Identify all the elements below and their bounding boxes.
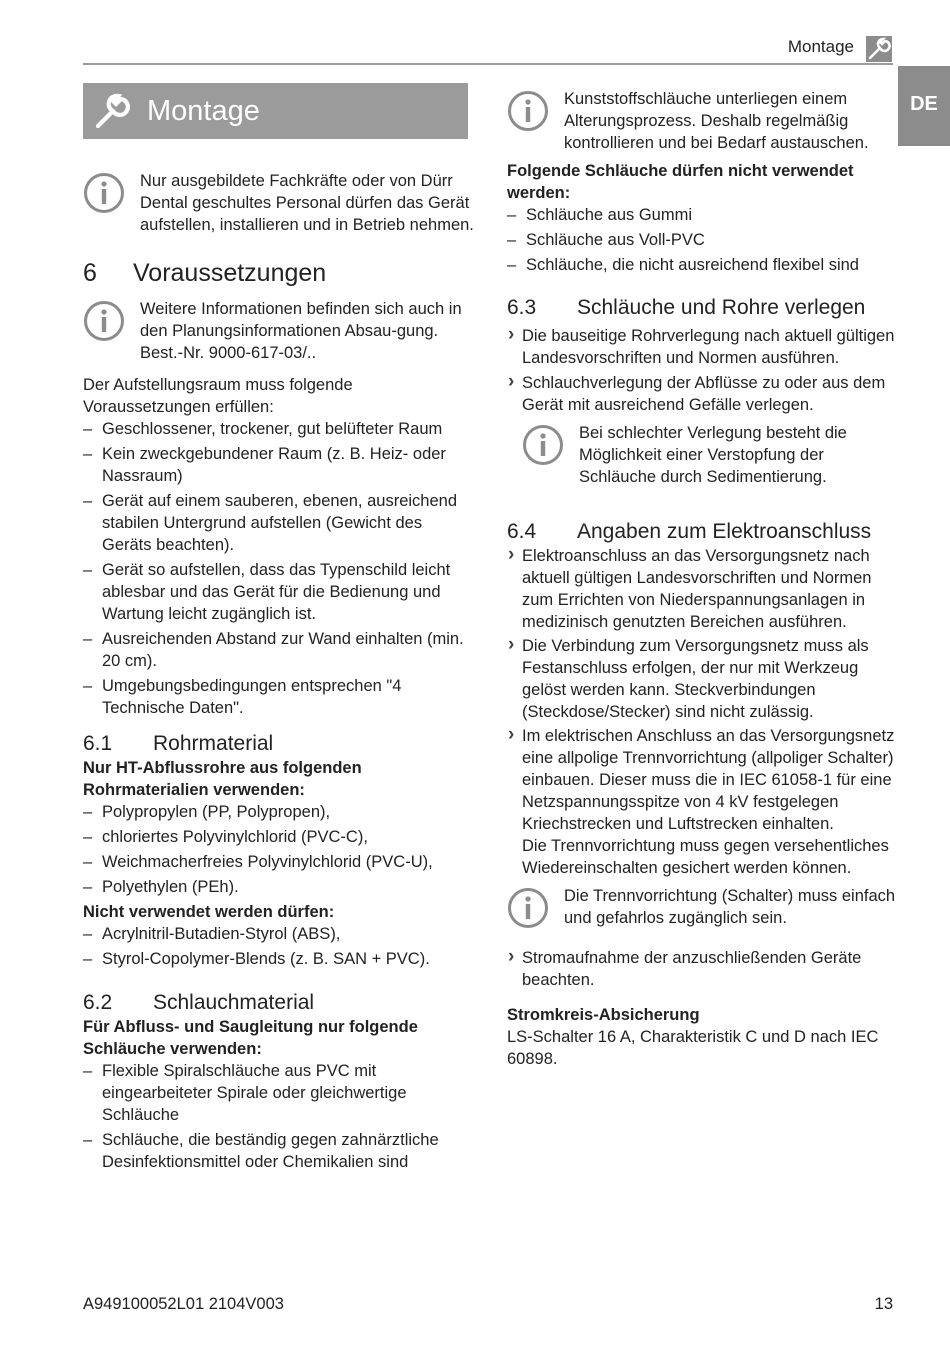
info-icon bbox=[522, 424, 564, 466]
info-note bbox=[83, 170, 475, 236]
list-item: – Polypropylen (PP, Polypropen), bbox=[83, 801, 475, 823]
list-item: – Schläuche aus Voll-PVC bbox=[507, 229, 899, 251]
forbidden-materials-list bbox=[83, 923, 475, 970]
list-item: – Polyethylen (PEh). bbox=[83, 876, 475, 898]
header-rule bbox=[83, 63, 893, 65]
lead-text: Folgende Schläuche dürfen nicht verwendet werden: bbox=[507, 162, 854, 202]
chapter-banner bbox=[83, 83, 468, 139]
subsection-number: 6.4 bbox=[507, 520, 537, 543]
list-item: – Ausreichenden Abstand zur Wand einhalten (min. 20 cm). bbox=[83, 628, 475, 672]
list-item: – Flexible Spiralschläuche aus PVC mit eingearbeiteter Spirale oder gleichwertige Schläuche bbox=[83, 1060, 475, 1126]
subsection-heading bbox=[83, 730, 475, 757]
hose-list bbox=[83, 1060, 475, 1173]
info-note bbox=[507, 885, 899, 929]
lead-text: Für Abfluss- und Saugleitung nur folgende Schläuche verwenden: bbox=[83, 1018, 418, 1058]
page-number: 13 bbox=[874, 1295, 893, 1313]
info-icon bbox=[83, 172, 125, 214]
list-item: – Gerät so aufstellen, dass das Typenschild leicht ablesbar und das Gerät für die Bedienung und Wartung leicht zugänglich ist. bbox=[83, 559, 475, 625]
list-item: – Geschlossener, trockener, gut belüfteter Raum bbox=[83, 418, 475, 440]
right-column bbox=[507, 88, 899, 1070]
section-heading bbox=[83, 258, 475, 288]
info-icon bbox=[507, 90, 549, 132]
info-text: Weitere Informationen befinden sich auch in den Planungsinformationen Absau-gung. Best.-Nr. 9000-617-03/.. bbox=[140, 300, 462, 362]
subsection-heading bbox=[507, 294, 899, 321]
section-title: Voraussetzungen bbox=[133, 259, 327, 287]
instruction-text: Die Trennvorrichtung muss gegen versehentliches Wiedereinschalten gesichert werden können. bbox=[522, 837, 889, 877]
forbidden-hoses-list bbox=[507, 204, 899, 276]
wrench-icon bbox=[91, 90, 133, 132]
allowed-materials-list bbox=[83, 801, 475, 898]
info-text: Kunststoffschläuche unterliegen einem Alterungsprozess. Deshalb regelmäßig kontrollieren und bei Bedarf austauschen. bbox=[564, 90, 869, 152]
subsection-number: 6.1 bbox=[83, 732, 113, 755]
list-item: – Umgebungsbedingungen entsprechen "4 Technische Daten". bbox=[83, 675, 475, 719]
subsection-heading bbox=[507, 518, 899, 545]
document-id: A949100052L01 2104V003 bbox=[83, 1295, 284, 1313]
instruction-step: › Schlauchverlegung der Abflüsse zu oder aus dem Gerät mit ausreichend Gefälle verlegen. bbox=[507, 372, 899, 416]
instruction-list bbox=[507, 325, 899, 416]
subsection-title: Schlauchmaterial bbox=[153, 991, 315, 1014]
info-note bbox=[507, 88, 899, 154]
info-icon bbox=[507, 887, 549, 929]
requirements-list bbox=[83, 418, 475, 719]
fuse-text: LS-Schalter 16 A, Charakteristik C und D nach IEC 60898. bbox=[507, 1028, 879, 1068]
instruction-step: › Die Verbindung zum Versorgungsnetz muss als Festanschluss erfolgen, der nur mit Werkzeug gelöst werden kann. Steckverbindungen (Steckdose/Stecker) sind nicht zulässig. bbox=[507, 635, 899, 723]
list-item: – Acrylnitril-Butadien-Styrol (ABS), bbox=[83, 923, 475, 945]
list-item: – Schläuche, die beständig gegen zahnärztliche Desinfektionsmittel oder Chemikalien sind bbox=[83, 1129, 475, 1173]
instruction-step: › Elektroanschluss an das Versorgungsnetz nach aktuell gültigen Landesvorschriften und Normen zum Errichten von Niederspannungsanlagen in medizinisch genutzten Bereichen ausführen. bbox=[507, 545, 899, 633]
left-column bbox=[83, 170, 475, 1176]
list-item: – Schläuche, die nicht ausreichend flexibel sind bbox=[507, 254, 899, 276]
list-item: – Gerät auf einem sauberen, ebenen, ausreichend stabilen Untergrund aufstellen (Gewicht des Geräts beachten). bbox=[83, 490, 475, 556]
lead-text: Nicht verwendet werden dürfen: bbox=[83, 903, 335, 921]
subsection-title: Schläuche und Rohre verlegen bbox=[577, 296, 866, 319]
subsection-title: Rohrmaterial bbox=[153, 732, 274, 755]
list-item: – Kein zweckgebundener Raum (z. B. Heiz- oder Nassraum) bbox=[83, 443, 475, 487]
wrench-icon bbox=[866, 36, 892, 62]
subsection-title: Angaben zum Elektroanschluss bbox=[577, 520, 872, 543]
instruction-text: Im elektrischen Anschluss an das Versorgungsnetz eine allpolige Trennvorrichtung (allpoliger Schalter) einbauen. Dieser muss die in IEC 61058-1 für eine Netzspannungsspitze von 4 kV festgelegen Kriechstrecken und Luftstrecken einhalten. bbox=[522, 727, 895, 833]
list-item: – Weichmacherfreies Polyvinylchlorid (PVC-U), bbox=[83, 851, 475, 873]
info-note bbox=[83, 298, 475, 364]
chapter-title: Montage bbox=[147, 95, 260, 127]
paragraph: Der Aufstellungsraum muss folgende Voraussetzungen erfüllen: bbox=[83, 376, 353, 416]
instruction-step bbox=[507, 725, 899, 879]
info-text: Nur ausgebildete Fachkräfte oder von Dürr Dental geschultes Personal dürfen das Gerät aufstellen, installieren und in Betrieb nehmen. bbox=[140, 172, 474, 234]
info-text: Die Trennvorrichtung (Schalter) muss einfach und gefahrlos zugänglich sein. bbox=[564, 887, 896, 927]
list-item: – Styrol-Copolymer-Blends (z. B. SAN + PVC). bbox=[83, 948, 475, 970]
list-item: – chloriertes Polyvinylchlorid (PVC-C), bbox=[83, 826, 475, 848]
lead-text: Nur HT-Abflussrohre aus folgenden Rohrmaterialien verwenden: bbox=[83, 759, 362, 799]
subsection-heading bbox=[83, 989, 475, 1016]
info-text: Bei schlechter Verlegung besteht die Möglichkeit einer Verstopfung der Schläuche durch Sedimentierung. bbox=[579, 424, 847, 486]
instruction-list bbox=[507, 545, 899, 879]
running-header: Montage bbox=[787, 37, 854, 56]
instruction-step: › Stromaufnahme der anzuschließenden Geräte beachten. bbox=[507, 947, 899, 991]
info-note bbox=[522, 422, 899, 488]
language-tab: DE bbox=[898, 66, 950, 146]
info-icon bbox=[83, 300, 125, 342]
instruction-step: › Die bauseitige Rohrverlegung nach aktuell gültigen Landesvorschriften und Normen ausführen. bbox=[507, 325, 899, 369]
instruction-list bbox=[507, 947, 899, 991]
fuse-heading: Stromkreis-Absicherung bbox=[507, 1006, 700, 1024]
section-number: 6 bbox=[83, 259, 97, 287]
subsection-number: 6.2 bbox=[83, 991, 113, 1014]
list-item: – Schläuche aus Gummi bbox=[507, 204, 899, 226]
subsection-number: 6.3 bbox=[507, 296, 537, 319]
